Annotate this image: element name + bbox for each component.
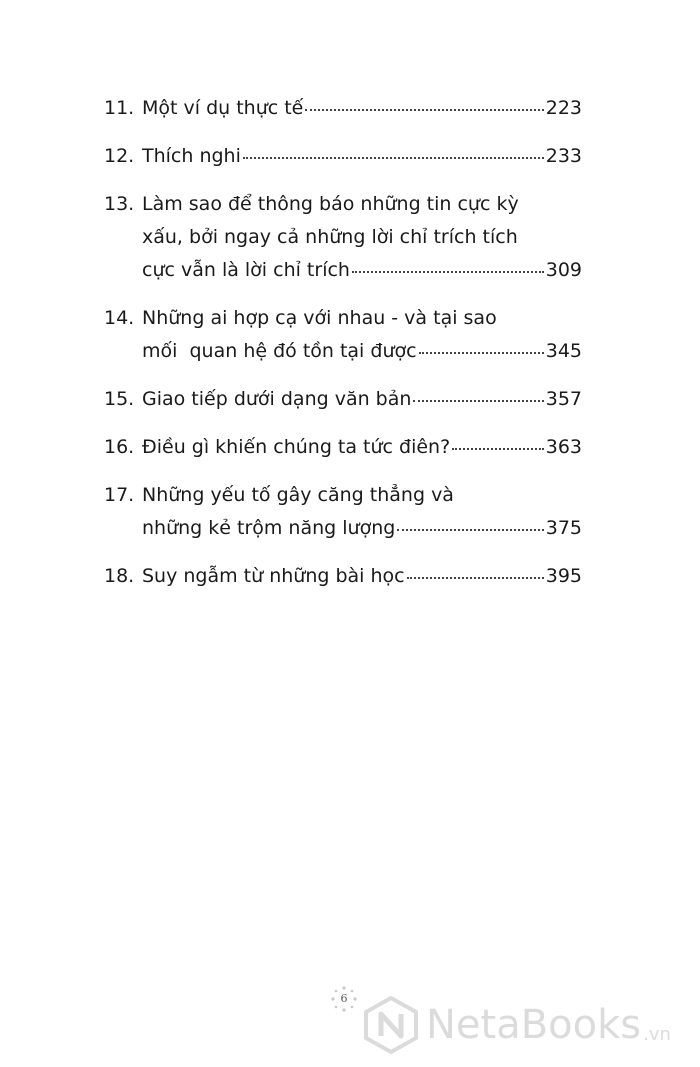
toc-entry-body bbox=[142, 479, 582, 545]
toc-entry-page: 309 bbox=[545, 259, 582, 281]
dot-leader bbox=[243, 157, 544, 159]
toc-entry-14 bbox=[104, 302, 582, 368]
toc-entry-page: 345 bbox=[545, 340, 582, 362]
toc-entry-body bbox=[142, 302, 582, 368]
toc-entry-17 bbox=[104, 479, 582, 545]
toc-entry-number: 11. bbox=[104, 97, 135, 119]
watermark bbox=[362, 996, 671, 1054]
toc-entry-11 bbox=[104, 92, 582, 125]
dot-leader bbox=[352, 271, 544, 273]
watermark-text: NetaBooks bbox=[426, 1002, 642, 1048]
dot-leader bbox=[413, 400, 543, 402]
toc-entry-title: Điều gì khiến chúng ta tức điên? bbox=[142, 436, 451, 458]
toc-entry-title: Suy ngẫm từ những bài học bbox=[142, 565, 405, 587]
toc-entry-title-line: Những yếu tố gây căng thẳng và bbox=[142, 484, 454, 506]
toc-entry-title-line: xấu, bởi ngay cả những lời chỉ trích tích bbox=[142, 226, 518, 248]
table-of-contents bbox=[104, 92, 582, 608]
toc-entry-page: 223 bbox=[545, 97, 582, 119]
toc-entry-title: Một ví dụ thực tế bbox=[142, 97, 304, 119]
toc-entry-title-line: Làm sao để thông báo những tin cực kỳ bbox=[142, 193, 519, 215]
toc-entry-13 bbox=[104, 188, 582, 287]
dot-leader bbox=[452, 448, 544, 450]
watermark-suffix: .vn bbox=[643, 1024, 671, 1045]
toc-entry-18 bbox=[104, 560, 582, 593]
toc-entry-12 bbox=[104, 140, 582, 173]
netabooks-logo-icon bbox=[362, 996, 420, 1054]
toc-entry-number: 18. bbox=[104, 565, 135, 587]
toc-entry-body bbox=[142, 431, 582, 464]
toc-entry-number: 12. bbox=[104, 145, 135, 167]
toc-entry-15 bbox=[104, 383, 582, 416]
toc-entry-title-line: Những ai hợp cạ với nhau - và tại sao bbox=[142, 307, 497, 329]
toc-entry-page: 363 bbox=[545, 436, 582, 458]
toc-entry-body bbox=[142, 383, 582, 416]
toc-entry-page: 357 bbox=[545, 388, 582, 410]
dot-leader bbox=[397, 529, 543, 531]
toc-entry-title-line: mối quan hệ đó tồn tại được bbox=[142, 340, 417, 362]
toc-entry-body bbox=[142, 140, 582, 173]
dot-leader bbox=[407, 577, 544, 579]
dot-leader bbox=[305, 109, 543, 111]
toc-entry-body bbox=[142, 92, 582, 125]
toc-entry-page: 233 bbox=[545, 145, 582, 167]
toc-entry-number: 16. bbox=[104, 436, 135, 458]
toc-entry-body bbox=[142, 188, 582, 287]
toc-entry-title-line: những kẻ trộm năng lượng bbox=[142, 517, 396, 539]
toc-entry-number: 13. bbox=[104, 193, 135, 215]
toc-entry-number: 17. bbox=[104, 484, 135, 506]
page-number bbox=[330, 985, 358, 1013]
toc-entry-body bbox=[142, 560, 582, 593]
toc-entry-number: 14. bbox=[104, 307, 135, 329]
toc-entry-16 bbox=[104, 431, 582, 464]
toc-entry-title-line: cực vẫn là lời chỉ trích bbox=[142, 259, 350, 281]
page-number-text: 6 bbox=[340, 992, 348, 1005]
toc-entry-title: Thích nghi bbox=[142, 145, 241, 167]
toc-entry-title: Giao tiếp dưới dạng văn bản bbox=[142, 388, 412, 410]
toc-entry-page: 375 bbox=[545, 517, 582, 539]
toc-entry-page: 395 bbox=[545, 565, 582, 587]
dot-leader bbox=[419, 352, 544, 354]
toc-entry-number: 15. bbox=[104, 388, 135, 410]
